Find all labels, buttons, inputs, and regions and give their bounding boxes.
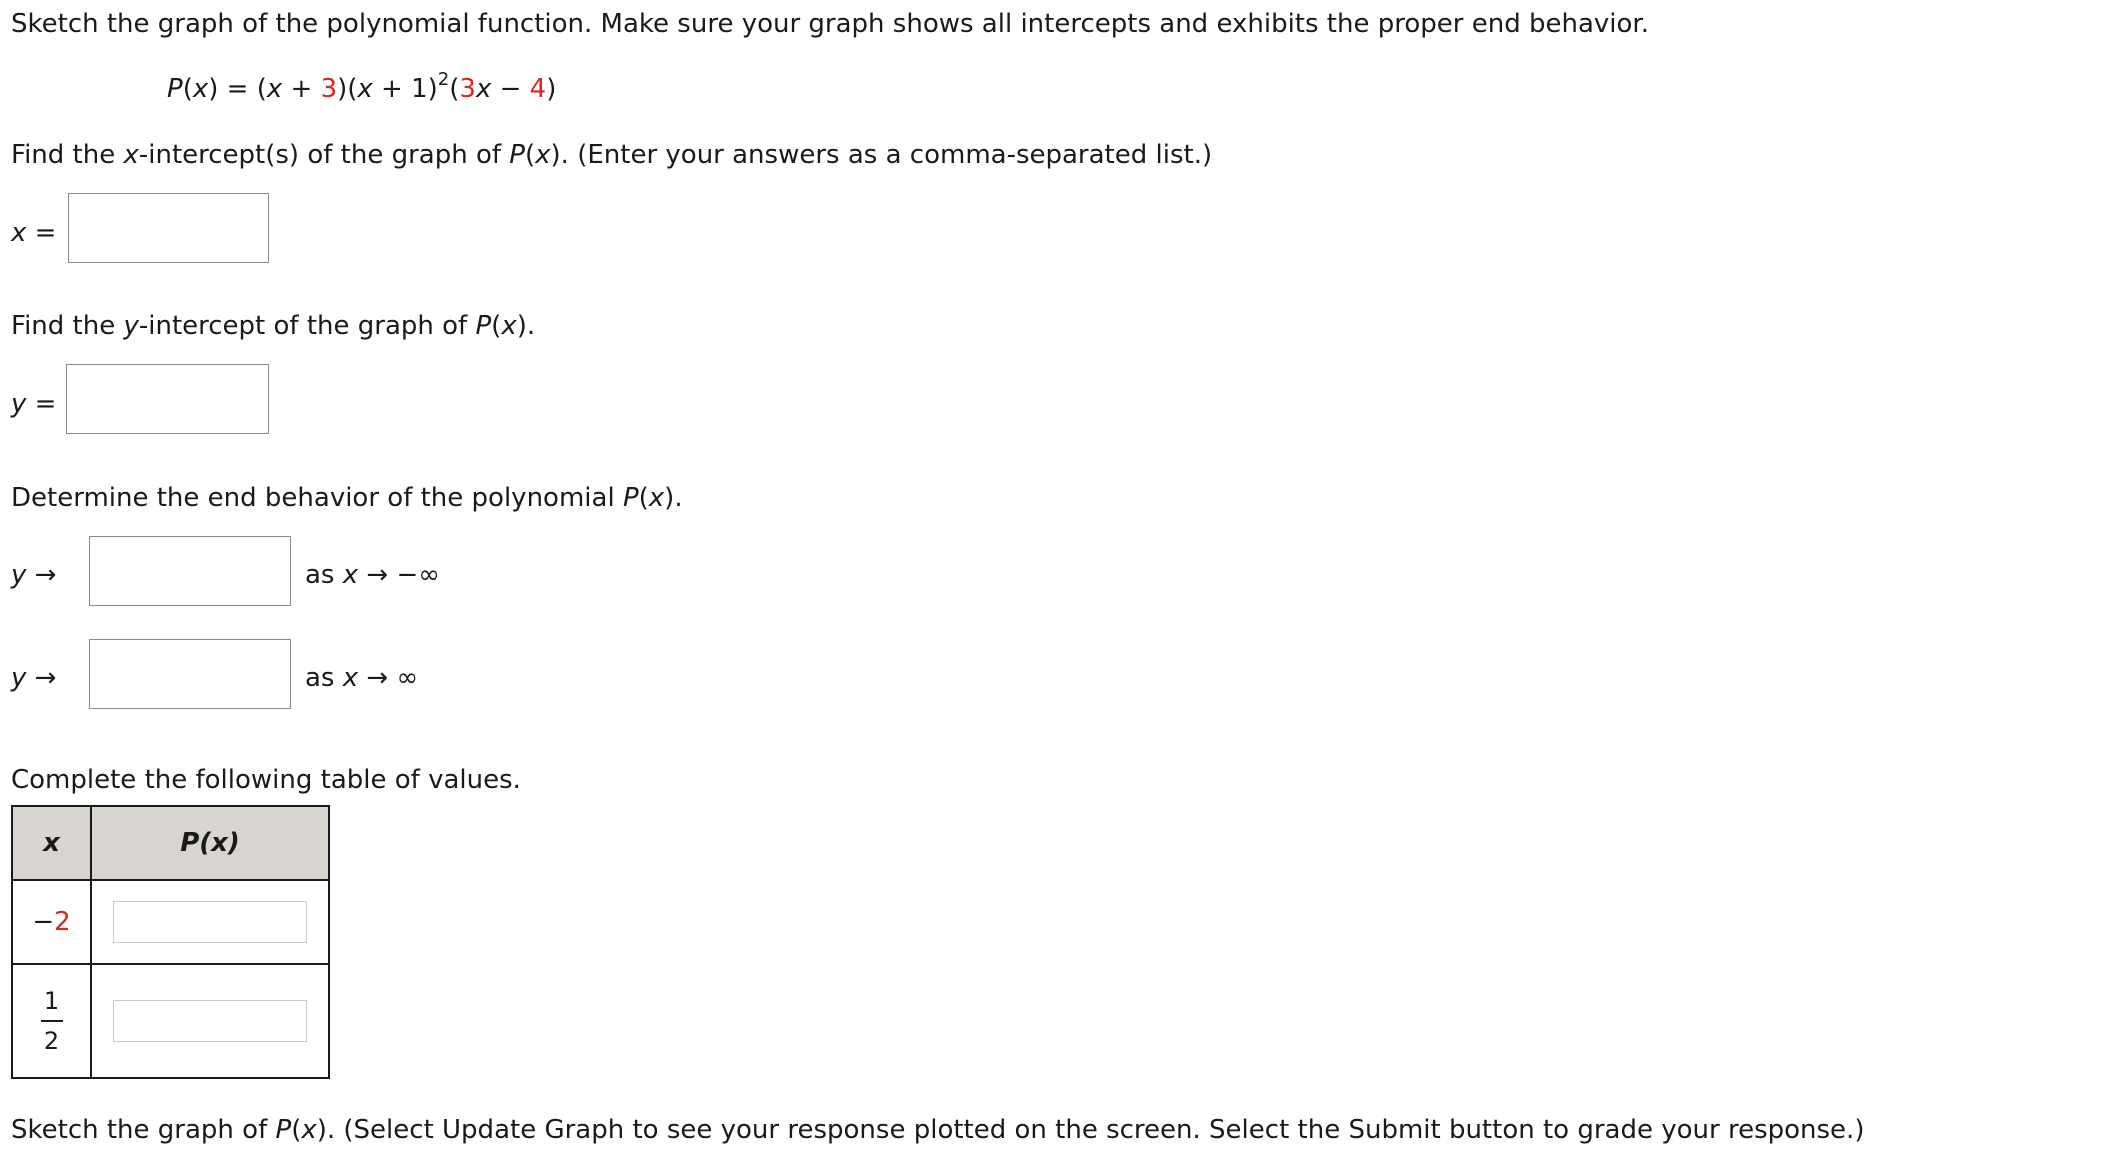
y-intercept-input[interactable] xyxy=(66,364,269,434)
formula-open: ( xyxy=(449,74,460,104)
end-behavior-left-suffix: as x → −∞ xyxy=(305,560,440,590)
table-prompt: Complete the following table of values. xyxy=(11,765,521,795)
x-intercept-label: x = xyxy=(11,218,57,248)
polynomial-formula xyxy=(167,69,557,106)
fraction-denominator: 2 xyxy=(43,1027,60,1055)
formula-coef-b: 3 xyxy=(459,74,476,104)
formula-const-c: 4 xyxy=(529,74,547,104)
values-table xyxy=(11,805,330,1079)
instruction-text: Sketch the graph of the polynomial function. Make sure your graph shows all intercepts and exhibits the proper end behavior. xyxy=(11,9,1649,39)
table-px-input-2[interactable] xyxy=(113,1000,307,1042)
table-header-row xyxy=(12,806,329,880)
end-behavior-right-suffix: as x → ∞ xyxy=(305,663,419,693)
x-intercept-input[interactable] xyxy=(68,193,269,263)
table-header-px: P(x) xyxy=(91,806,329,880)
y-intercept-label: y = xyxy=(11,389,57,419)
fraction-one-half xyxy=(41,986,63,1056)
table-px-input-1[interactable] xyxy=(113,901,307,943)
table-cell-x xyxy=(12,964,91,1078)
end-behavior-right-label: y → xyxy=(11,663,57,693)
sketch-prompt: Sketch the graph of P(x). (Select Update Graph to see your response plotted on the screen. Select the Submit button to grade your response.) xyxy=(11,1115,1865,1145)
table-cell-px xyxy=(91,964,329,1078)
formula-close: ) xyxy=(546,74,557,104)
formula-exponent: 2 xyxy=(437,69,450,91)
formula-root-a: 3 xyxy=(320,74,338,104)
end-behavior-left-label: y → xyxy=(11,560,57,590)
table-cell-px xyxy=(91,880,329,964)
formula-minus: − xyxy=(491,74,530,104)
x-intercept-prompt: Find the x-intercept(s) of the graph of P(x). (Enter your answers as a comma-separated list.) xyxy=(11,140,1213,170)
end-behavior-left-input[interactable] xyxy=(89,536,291,606)
table-x-value: 2 xyxy=(54,907,71,937)
table-header-x: x xyxy=(12,806,91,880)
fraction-bar xyxy=(41,1020,63,1022)
table-cell-x: −2 xyxy=(12,880,91,964)
fraction-numerator: 1 xyxy=(43,987,60,1015)
formula-lhs: P(x) = (x + xyxy=(167,74,321,104)
formula-x: x xyxy=(475,74,492,104)
y-intercept-prompt: Find the y-intercept of the graph of P(x). xyxy=(11,311,536,341)
formula-mid: )(x + 1) xyxy=(337,74,438,104)
end-behavior-prompt: Determine the end behavior of the polynomial P(x). xyxy=(11,483,683,513)
table-row xyxy=(12,880,329,964)
table-row xyxy=(12,964,329,1078)
end-behavior-right-input[interactable] xyxy=(89,639,291,709)
